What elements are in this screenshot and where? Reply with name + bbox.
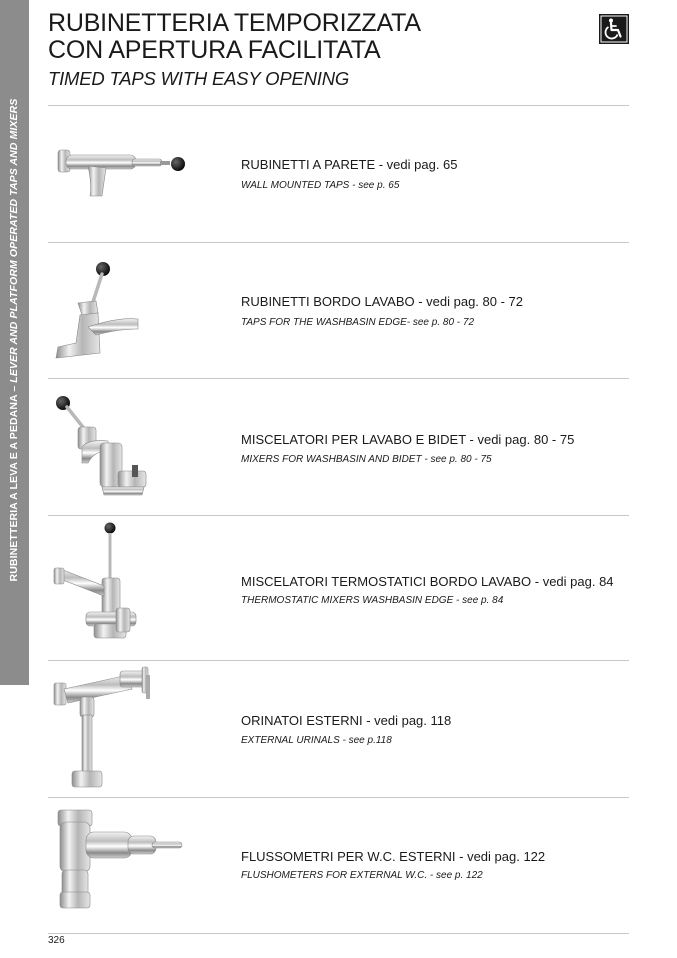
product-row: [48, 516, 629, 652]
product-subtitle: EXTERNAL URINALS - see p.118: [241, 735, 392, 746]
side-tab-separator: –: [8, 382, 20, 395]
flushometer-image: [48, 798, 198, 934]
page-title-line-2: CON APERTURA FACILITATA: [48, 36, 381, 64]
page-number: 326: [48, 935, 65, 946]
side-tab-text-english: LEVER AND PLATFORM OPERATED TAPS AND MIXERS: [8, 98, 20, 383]
product-subtitle: THERMOSTATIC MIXERS WASHBASIN EDGE - see p. 84: [241, 595, 504, 606]
product-row: [48, 243, 629, 379]
page-subtitle: TIMED TAPS WITH EASY OPENING: [48, 68, 350, 89]
page-title-line-1: RUBINETTERIA TEMPORIZZATA: [48, 9, 421, 37]
washbasin-edge-tap-image: [48, 243, 198, 379]
product-row: [48, 106, 629, 242]
product-row: [48, 379, 629, 515]
product-title: RUBINETTI BORDO LAVABO - vedi pag. 80 - 72: [241, 294, 524, 309]
product-row: [48, 661, 629, 797]
side-tab: [0, 0, 29, 685]
divider: [48, 933, 629, 934]
wheelchair-accessibility-icon: [599, 14, 629, 44]
product-title: ORINATOI ESTERNI - vedi pag. 118: [241, 713, 452, 728]
product-subtitle: FLUSHOMETERS FOR EXTERNAL W.C. - see p. 122: [241, 870, 483, 881]
product-subtitle: WALL MOUNTED TAPS - see p. 65: [241, 180, 400, 191]
washbasin-bidet-mixer-image: [48, 379, 198, 515]
thermostatic-mixer-image: [48, 516, 198, 652]
product-subtitle: MIXERS FOR WASHBASIN AND BIDET - see p. 80 - 75: [241, 454, 492, 465]
product-title: MISCELATORI PER LAVABO E BIDET - vedi pag. 80 - 75: [241, 432, 575, 447]
product-row: [48, 798, 629, 934]
wall-mounted-tap-image: [48, 106, 198, 242]
side-tab-label: [8, 99, 20, 582]
product-subtitle: TAPS FOR THE WASHBASIN EDGE- see p. 80 - 72: [241, 317, 475, 328]
side-tab-text-italian: RUBINETTERIA A LEVA E A PEDANA: [8, 394, 20, 582]
product-title: RUBINETTI A PARETE - vedi pag. 65: [241, 157, 458, 172]
product-title: FLUSSOMETRI PER W.C. ESTERNI - vedi pag. 122: [241, 849, 546, 864]
external-urinal-valve-image: [48, 661, 198, 797]
product-title: MISCELATORI TERMOSTATICI BORDO LAVABO - vedi pag. 84: [241, 574, 614, 589]
page-title: [48, 10, 421, 64]
